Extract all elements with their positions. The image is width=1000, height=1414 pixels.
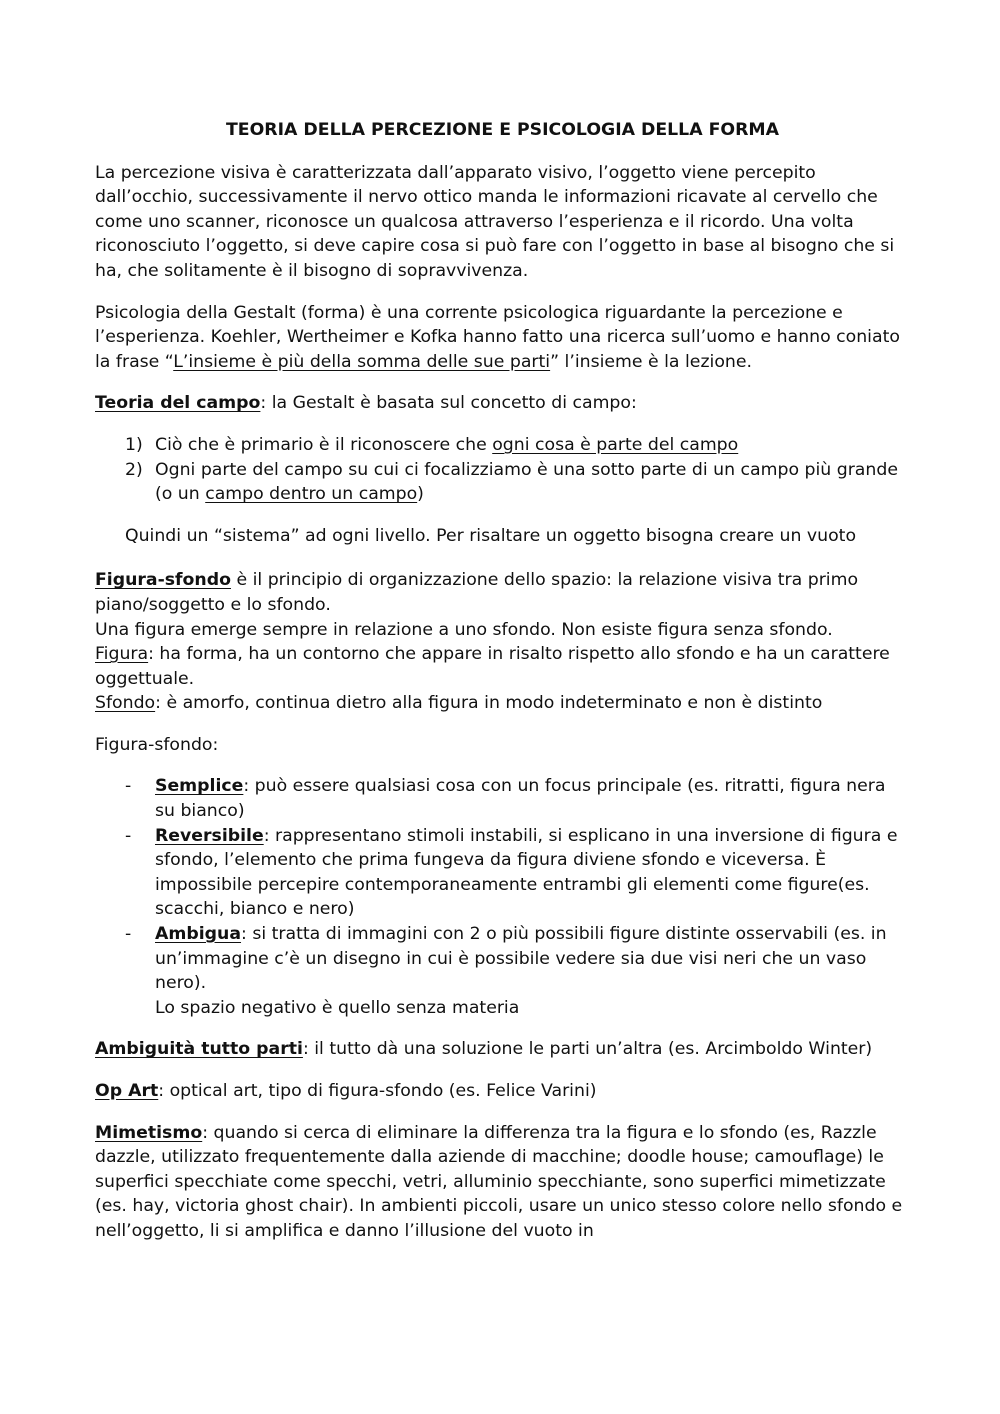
list-text: Ciò che è primario è il riconoscere che [155, 434, 493, 455]
dash: - [125, 776, 132, 797]
fs-term: Figura-sfondo [95, 570, 231, 591]
page-title: TEORIA DELLA PERCEZIONE E PSICOLOGIA DELLA FORMA [226, 120, 779, 140]
item-rest: : si tratta di immagini con 2 o più possibili figure distinte osservabili (es. in un’immagine c’è un disegno in cui è possibile vedere sia due visi neri che un vaso nero). [155, 924, 887, 994]
dash: - [125, 924, 132, 945]
ambiguita-term: Ambiguità tutto parti [95, 1039, 303, 1060]
fs-figura [95, 642, 910, 691]
fs2-heading: Figura-sfondo: [95, 734, 219, 755]
campo-heading [95, 391, 910, 416]
sfondo-rest: : è amorfo, continua dietro alla figura in modo indeterminato e non è distinto [155, 693, 823, 714]
campo-rest: : la Gestalt è basata sul concetto di campo: [260, 393, 637, 414]
fs-line2: Una figura emerge sempre in relazione a uno sfondo. Non esiste figura senza sfondo. [95, 619, 833, 640]
figura-rest: : ha forma, ha un contorno che appare in risalto rispetto allo sfondo e ha un carattere oggettuale. [95, 644, 890, 689]
item-rest: : può essere qualsiasi cosa con un focus principale (es. ritratti, figura nera su bianco) [155, 776, 886, 822]
ambiguita-paragraph [95, 1037, 910, 1062]
figura-sfondo-section [95, 568, 910, 716]
gestalt-quote: L’insieme è più della somma delle sue parti [173, 351, 551, 372]
opart-rest: : optical art, tipo di figura-sfondo (es. Felice Varini) [158, 1081, 597, 1101]
item-term: Semplice [155, 776, 244, 797]
opart-paragraph [95, 1079, 910, 1104]
campo-term: Teoria del campo [95, 393, 261, 414]
list-item [95, 824, 910, 922]
list-text-end: ) [417, 484, 424, 505]
gestalt-text-end: ” l’insieme è la lezione. [550, 351, 752, 372]
mimetismo-term: Mimetismo [95, 1122, 203, 1143]
dash: - [125, 825, 132, 846]
list-underlined: campo dentro un campo [205, 484, 418, 505]
mimetismo-paragraph [95, 1121, 910, 1244]
gestalt-text: Psicologia della Gestalt (forma) è una corrente psicologica riguardante la percezione e l’esperienza. Koehler, Wertheimer e Kofka hanno fatto una ricerca sull’uomo e hanno coniato la frase “ [95, 302, 900, 372]
fs-rest: è il principio di organizzazione dello spazio: la relazione visiva tra primo piano/soggetto e lo sfondo. [95, 570, 859, 615]
intro-paragraph: La percezione visiva è caratterizzata dall’apparato visivo, l’oggetto viene percepito dall’occhio, successivamente il nervo ottico manda le informazioni ricavate al cervello che come uno scanner, riconosce un qualcosa attraverso l’esperienza e il ricordo. Una volta riconosciuto l’oggetto, si deve capire cosa si può fare con l’oggetto in base al bisogno che si ha, che solitamente è il bisogno di sopravvivenza. [95, 162, 895, 281]
mimetismo-rest: : quando si cerca di eliminare la differenza tra la figura e lo sfondo (es, Razzle dazzle, utilizzato frequentemente dalla aziende di macchine; doodle house; camouflage) le superfici specchiate come specchi, vetri, alluminio specchiante, sono superfici mimetizzate (es. hay, victoria ghost chair). In ambienti piccoli, usare un unico stesso colore nello sfondo e nell’oggetto, li si amplifica e danno l’illusione del vuoto in [95, 1122, 903, 1241]
negative-space-note: Lo spazio negativo è quello senza materia [155, 997, 520, 1018]
list-item [95, 433, 910, 458]
document-page [95, 118, 910, 1244]
item-term: Reversibile [155, 825, 264, 846]
list-item [95, 774, 910, 823]
list-item [95, 922, 910, 1020]
campo-after: Quindi un “sistema” ad ogni livello. Per risaltare un oggetto bisogna creare un vuoto [125, 525, 857, 546]
ambiguita-rest: : il tutto dà una soluzione le parti un’altra (es. Arcimboldo Winter) [302, 1039, 873, 1060]
figura-term: Figura [95, 644, 149, 665]
fs2-list [95, 774, 910, 1020]
item-rest: : rappresentano stimoli instabili, si esplicano in una inversione di figura e sfondo, l’elemento che prima fungeva da figura diviene sfondo e viceversa. È impossibile percepire contemporaneamente entrambi gli elementi come figure(es. scacchi, bianco e nero) [155, 825, 898, 920]
fs-line1 [95, 568, 910, 617]
gestalt-paragraph [95, 301, 910, 375]
fs-sfondo [95, 691, 910, 716]
list-number: 2) [125, 459, 143, 480]
item-term: Ambigua [155, 924, 242, 945]
list-item [95, 458, 910, 507]
list-number: 1) [125, 434, 143, 455]
list-underlined: ogni cosa è parte del campo [492, 434, 739, 455]
list-text: Ogni parte del campo su cui ci focalizziamo è una sotto parte di un campo più grande (o un [155, 459, 898, 505]
campo-list [95, 433, 910, 507]
sfondo-term: Sfondo [95, 693, 156, 714]
opart-term: Op Art [95, 1081, 159, 1101]
